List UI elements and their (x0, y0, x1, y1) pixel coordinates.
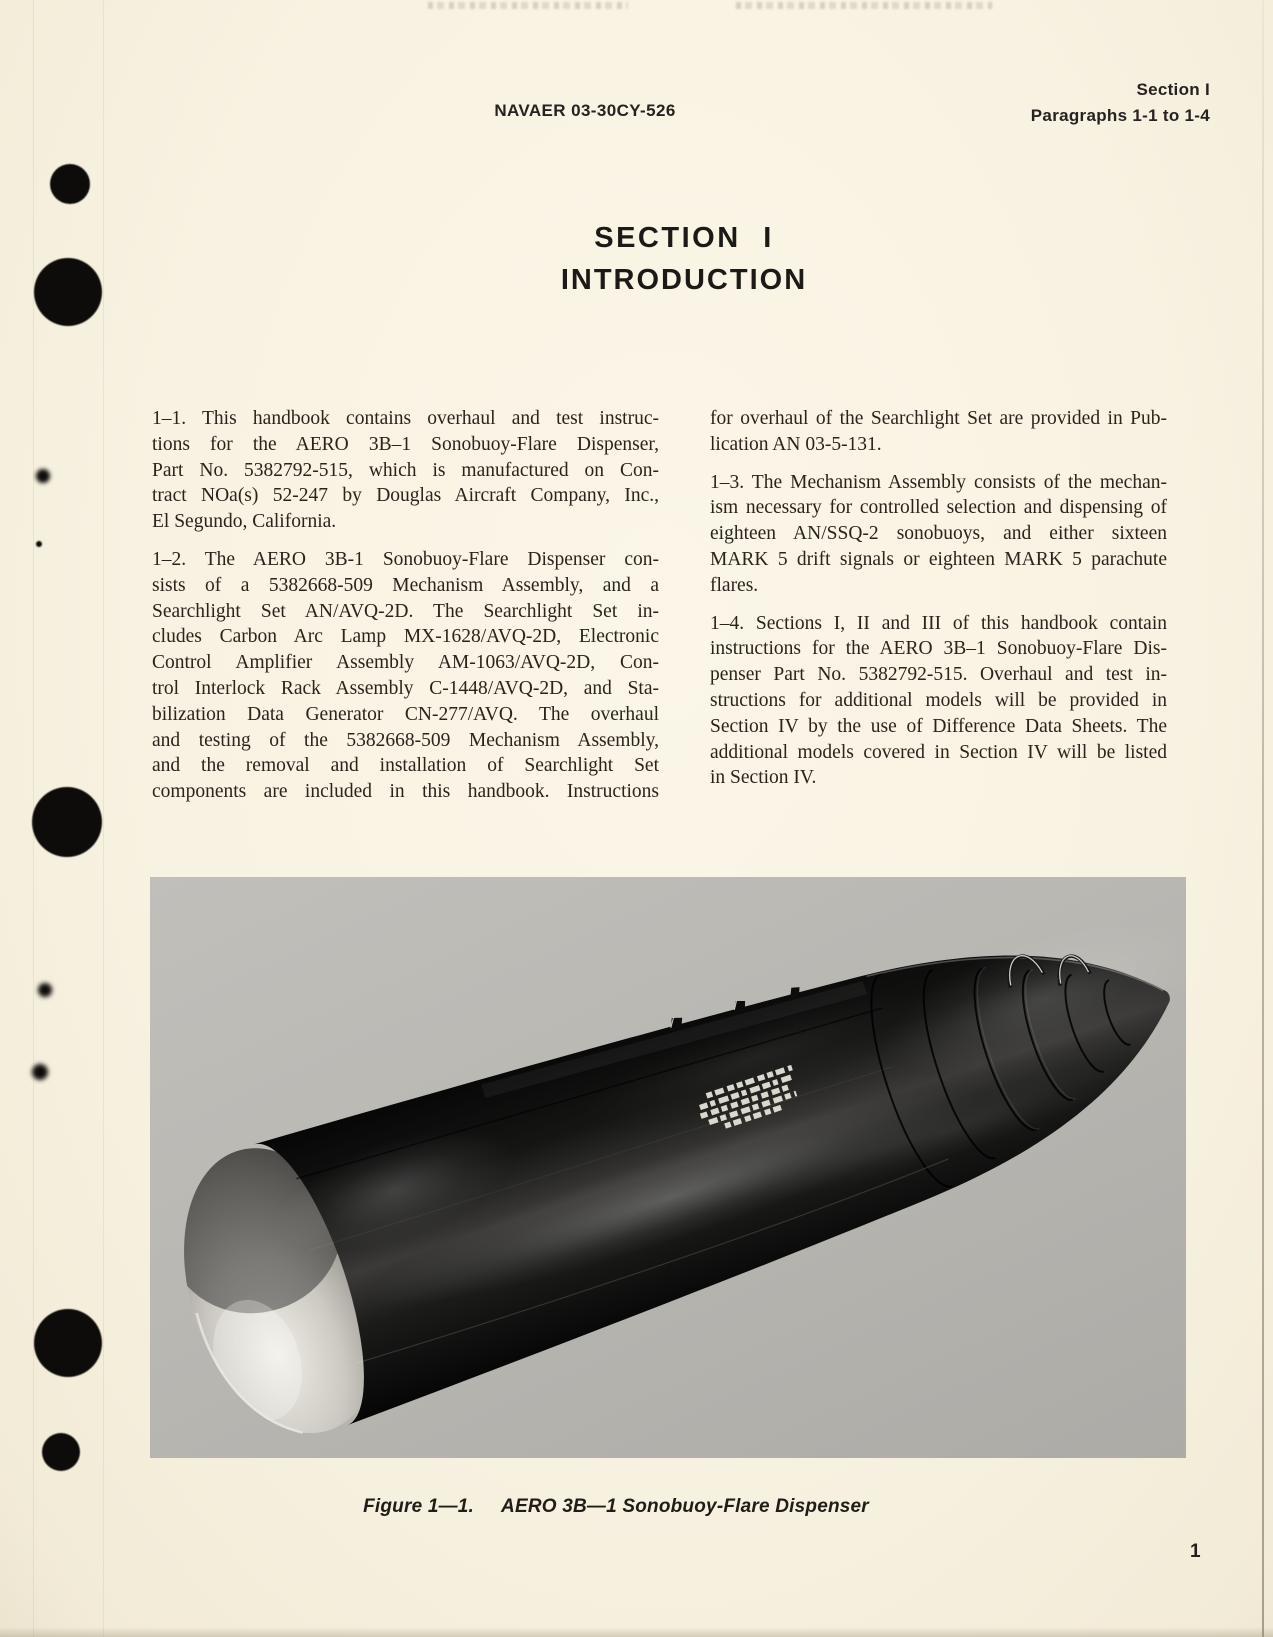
column-right (710, 406, 1167, 805)
text-line: components are included in this handbook. Instructions (152, 781, 659, 803)
text-line: for overhaul of the Searchlight Set are provided in Pub- (710, 408, 1167, 429)
binder-ink-dot (34, 1309, 102, 1377)
binder-ink-dot (42, 1433, 80, 1471)
column-left (152, 406, 659, 805)
paragraph-1-2-continued (710, 406, 1167, 458)
text-line: Part No. 5382792-515, which is manufactured on Con- (152, 459, 659, 481)
binder-ink-dot (36, 469, 50, 483)
header-section-label: Section I (1136, 80, 1210, 99)
paragraph-1-4 (710, 611, 1167, 792)
paragraph-1-2 (152, 547, 659, 805)
text-line: instructions for the AERO 3B–1 Sonobuoy-Flare Dis- (710, 638, 1167, 660)
text-line: 1–1. This handbook contains overhaul and test instruc- (152, 408, 659, 429)
binder-ink-dot (50, 164, 90, 204)
page-number: 1 (1190, 1541, 1201, 1562)
header-doc-number: NAVAER 03-30CY-526 (494, 101, 676, 120)
page-edge-bottom (0, 1627, 1273, 1637)
paper-crease (33, 0, 34, 1637)
text-line: flares. (710, 574, 759, 596)
text-line: Section IV by the use of Difference Data Sheets. The (710, 715, 1167, 737)
text-line: sists of a 5382668-509 Mechanism Assembly, and a (152, 574, 659, 596)
text-line: El Segundo, California. (152, 511, 337, 533)
text-line: trol Interlock Rack Assembly C-1448/AVQ-2D, and Sta- (152, 677, 659, 699)
text-line: Control Amplifier Assembly AM-1063/AVQ-2D, Con- (152, 652, 659, 674)
text-line: 1–2. The AERO 3B-1 Sonobuoy-Flare Dispenser con- (152, 548, 659, 570)
figure-title: AERO 3B—1 Sonobuoy-Flare Dispenser (501, 1496, 869, 1517)
binder-ink-dot (34, 258, 102, 326)
text-line: tions for the AERO 3B–1 Sonobuoy-Flare Dispenser, (152, 433, 659, 455)
bleed-through-marks (428, 2, 628, 9)
text-line: and the removal and installation of Searchlight Set (152, 755, 659, 777)
section-title: SECTION I (594, 222, 774, 254)
paragraph-1-3 (710, 470, 1167, 599)
text-line: structions for additional models will be provided in (710, 689, 1167, 711)
binder-ink-dot (32, 787, 102, 857)
header-right (1031, 77, 1210, 129)
text-line: Searchlight Set AN/AVQ-2D. The Searchlight Set in- (152, 600, 659, 622)
paragraph-1-1 (152, 406, 659, 535)
figure-label: Figure 1—1. (363, 1496, 475, 1517)
dispenser-illustration (150, 877, 1186, 1458)
text-line: lication AN 03-5-131. (710, 433, 882, 455)
text-line: ism necessary for controlled selection and dispensing of (710, 497, 1167, 519)
text-line: additional models covered in Section IV will be listed (710, 741, 1167, 763)
header-paragraph-range: Paragraphs 1-1 to 1-4 (1030, 106, 1210, 125)
binder-ink-dot (38, 983, 52, 997)
text-line: in Section IV. (710, 767, 817, 789)
text-line: MARK 5 drift signals or eighteen MARK 5 parachute (710, 548, 1167, 570)
text-line: eighteen AN/SSQ-2 sonobuoys, and either sixteen (710, 523, 1167, 545)
text-line: and testing of the 5382668-509 Mechanism Assembly, (152, 729, 659, 751)
figure-1-1-photo (150, 877, 1186, 1458)
text-line: bilization Data Generator CN-277/AVQ. The overhaul (152, 703, 659, 725)
text-line: penser Part No. 5382792-515. Overhaul and test in- (710, 664, 1167, 686)
figure-caption (150, 1496, 1186, 1518)
text-line: tract NOa(s) 52-247 by Douglas Aircraft Company, Inc., (152, 485, 659, 507)
binder-ink-dot (32, 1064, 48, 1080)
text-line: 1–4. Sections I, II and III of this handbook contain (710, 612, 1167, 634)
text-line: 1–3. The Mechanism Assembly consists of the mechan- (710, 471, 1167, 493)
bleed-through-marks (736, 2, 992, 9)
binder-ink-dot (36, 541, 42, 547)
text-line: cludes Carbon Arc Lamp MX-1628/AVQ-2D, Electronic (152, 626, 659, 648)
section-subtitle: INTRODUCTION (560, 264, 808, 296)
body-text (152, 406, 1167, 805)
